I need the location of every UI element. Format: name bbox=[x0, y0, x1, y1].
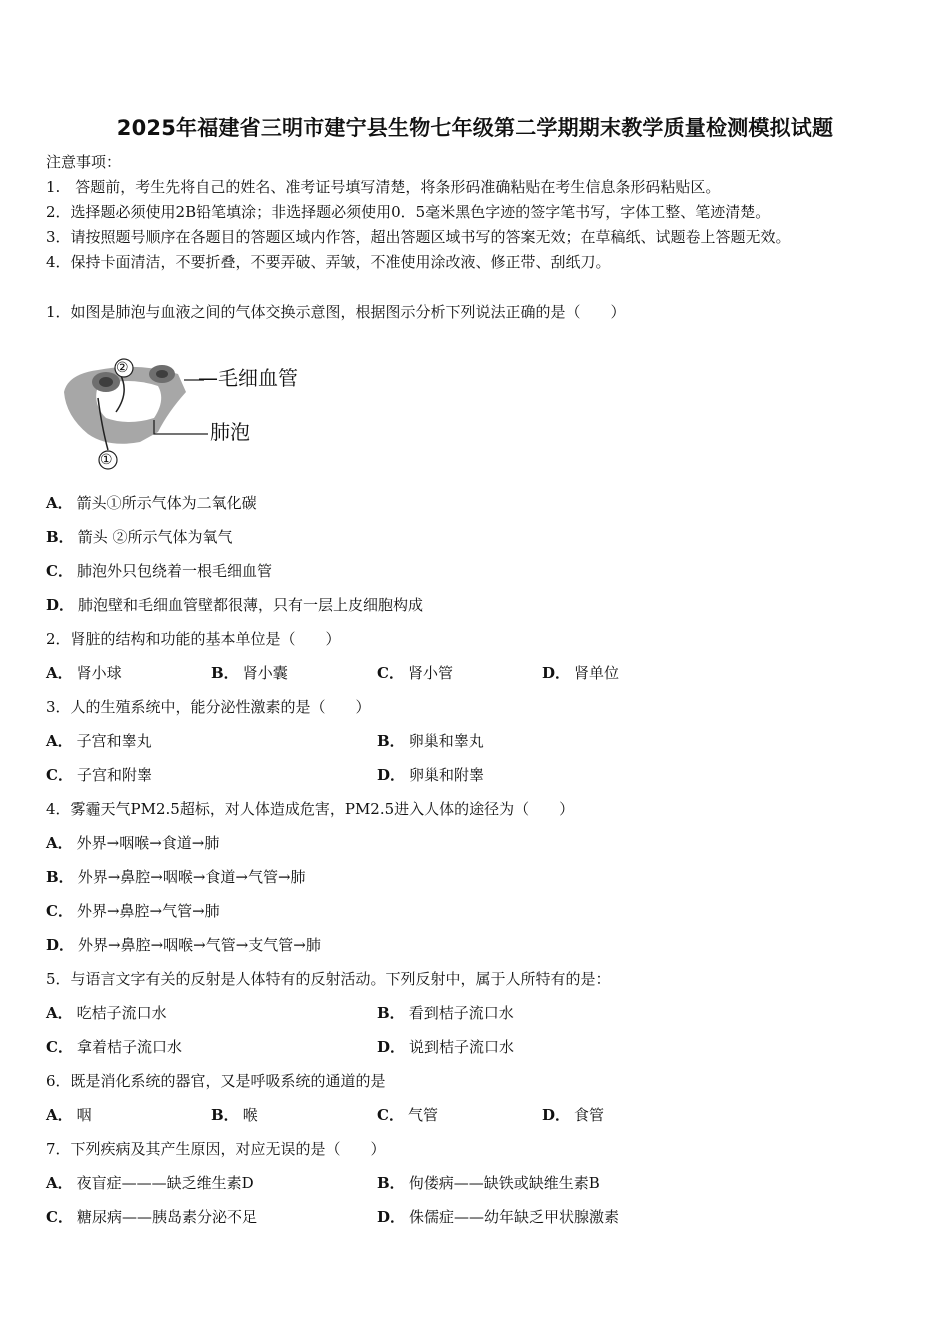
option-d[interactable]: D． 侏儒症——幼年缺乏甲状腺激素 bbox=[377, 1208, 620, 1226]
option-c[interactable]: C． 糖尿病——胰岛素分泌不足 bbox=[46, 1208, 257, 1226]
option-d[interactable]: D． 食管 bbox=[542, 1106, 605, 1124]
option-d[interactable]: D． 外界→鼻腔→咽喉→气管→支气管→肺 bbox=[46, 936, 321, 954]
option-c[interactable]: C． 拿着桔子流口水 bbox=[46, 1038, 182, 1056]
option-a[interactable]: A． 夜盲症———缺乏维生素D bbox=[46, 1174, 254, 1192]
option-b[interactable]: B． 卵巢和睾丸 bbox=[377, 732, 484, 750]
notice-item: 4．保持卡面清洁，不要折叠，不要弄破、弄皱，不准使用涂改液、修正带、刮纸刀。 bbox=[46, 253, 611, 271]
question-stem: 6．既是消化系统的器官，又是呼吸系统的通道的是 bbox=[46, 1072, 386, 1090]
option-c[interactable]: C． 外界→鼻腔→气管→肺 bbox=[46, 902, 220, 920]
notice-item: 1. 答题前，考生先将自己的姓名、准考证号填写清楚，将条形码准确粘贴在考生信息条形码粘贴区。 bbox=[46, 178, 721, 196]
notice-item: 2．选择题必须使用2B铅笔填涂；非选择题必须使用0．5毫米黑色字迹的签字笔书写，字体工整、笔迹清楚。 bbox=[46, 203, 771, 221]
option-d[interactable]: D． 卵巢和附睾 bbox=[377, 766, 485, 784]
question-stem: 3．人的生殖系统中，能分泌性激素的是（ ） bbox=[46, 698, 371, 716]
option-c[interactable]: C． 气管 bbox=[377, 1106, 438, 1124]
option-b[interactable]: B． 箭头 ②所示气体为氧气 bbox=[46, 528, 233, 546]
question-stem: 4．雾霾天气PM2.5超标，对人体造成危害，PM2.5进入人体的途径为（ ） bbox=[46, 800, 575, 818]
option-c[interactable]: C． 子宫和附睾 bbox=[46, 766, 152, 784]
option-d[interactable]: D． 肺泡壁和毛细血管壁都很薄，只有一层上皮细胞构成 bbox=[46, 596, 424, 614]
notice-heading: 注意事项： bbox=[46, 153, 122, 171]
option-c[interactable]: C． 肾小管 bbox=[377, 664, 453, 682]
option-b[interactable]: B． 外界→鼻腔→咽喉→食道→气管→肺 bbox=[46, 868, 306, 886]
option-b[interactable]: B． 肾小囊 bbox=[211, 664, 288, 682]
option-b[interactable]: B． 看到桔子流口水 bbox=[377, 1004, 514, 1022]
question-stem: 5．与语言文字有关的反射是人体特有的反射活动。下列反射中，属于人所特有的是： bbox=[46, 970, 611, 988]
option-b[interactable]: B． 佝偻病——缺铁或缺维生素B bbox=[377, 1174, 600, 1192]
option-d[interactable]: D． 说到桔子流口水 bbox=[377, 1038, 515, 1056]
mark-1-label: ① bbox=[100, 452, 113, 468]
question-stem: 7．下列疾病及其产生原因，对应无误的是（ ） bbox=[46, 1140, 386, 1158]
option-a[interactable]: A． 肾小球 bbox=[46, 664, 122, 682]
option-c[interactable]: C． 肺泡外只包绕着一根毛细血管 bbox=[46, 562, 272, 580]
option-b[interactable]: B． 喉 bbox=[211, 1106, 258, 1124]
option-d[interactable]: D． 肾单位 bbox=[542, 664, 620, 682]
option-a[interactable]: A． 子宫和睾丸 bbox=[46, 732, 152, 750]
alveolus-label: 肺泡 bbox=[210, 420, 250, 444]
page-title: 2025年福建省三明市建宁县生物七年级第二学期期末教学质量检测模拟试题 bbox=[116, 116, 834, 140]
option-a[interactable]: A． 外界→咽喉→食道→肺 bbox=[46, 834, 220, 852]
gas-exchange-figure bbox=[58, 352, 318, 474]
question-stem: 1．如图是肺泡与血液之间的气体交换示意图，根据图示分析下列说法正确的是（ ） bbox=[46, 303, 626, 321]
mark-2-label: ② bbox=[116, 360, 129, 376]
question-stem: 2．肾脏的结构和功能的基本单位是（ ） bbox=[46, 630, 341, 648]
capillary-label: —毛细血管 bbox=[198, 366, 298, 390]
notice-item: 3．请按照题号顺序在各题目的答题区域内作答，超出答题区域书写的答案无效；在草稿纸、试题卷上答题无效。 bbox=[46, 228, 791, 246]
option-a[interactable]: A． 咽 bbox=[46, 1106, 92, 1124]
option-a[interactable]: A． 吃桔子流口水 bbox=[46, 1004, 167, 1022]
option-a[interactable]: A． 箭头①所示气体为二氧化碳 bbox=[46, 494, 257, 512]
